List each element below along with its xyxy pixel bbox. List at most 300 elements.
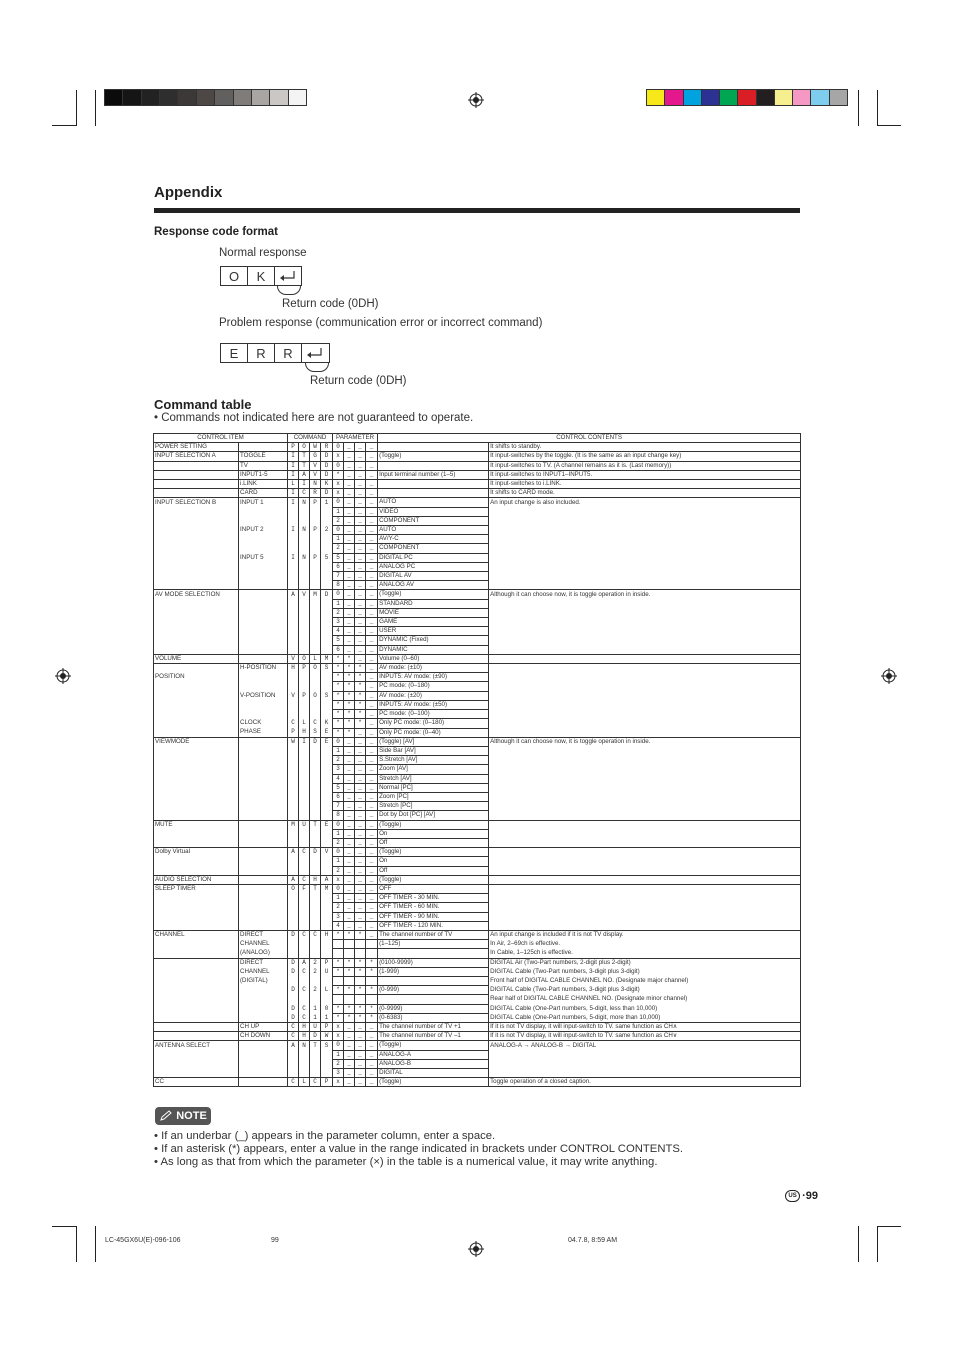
- cell-sub-item: INPUT 1: [239, 498, 288, 507]
- cell-parameter-char: _: [355, 599, 366, 608]
- cell-command-char: N: [299, 526, 310, 535]
- cell-control-item: [154, 1004, 239, 1013]
- cell-control-item: [154, 627, 239, 636]
- cell-parameter-char: *: [344, 710, 355, 719]
- calibration-swatch: [684, 90, 702, 105]
- cell-command-char: L: [310, 654, 321, 663]
- cell-parameter-char: _: [355, 903, 366, 912]
- calibration-swatch: [775, 90, 793, 105]
- cell-command-char: [321, 700, 333, 709]
- table-row: [154, 848, 801, 857]
- cell-parameter-char: x: [333, 875, 344, 884]
- cell-control-item: [154, 838, 239, 847]
- cell-parameter-desc: AV mode: (±10): [378, 664, 489, 673]
- cell-parameter-desc: AV/Y-C: [378, 535, 489, 544]
- cell-command-char: T: [310, 884, 321, 893]
- table-row: [154, 452, 801, 461]
- cell-parameter-char: _: [344, 912, 355, 921]
- cell-parameter-char: _: [344, 526, 355, 535]
- cell-parameter-char: *: [355, 673, 366, 682]
- crop-mark: [858, 90, 859, 126]
- cell-parameter-char: _: [344, 489, 355, 498]
- cell-control-item: [154, 700, 239, 709]
- cell-command-char: [299, 866, 310, 875]
- cell-sub-item: [239, 572, 288, 581]
- cell-command-char: [310, 894, 321, 903]
- cell-parameter-char: _: [355, 838, 366, 847]
- cell-command-char: [321, 599, 333, 608]
- cell-parameter-char: _: [344, 516, 355, 525]
- cell-parameter-char: _: [366, 618, 378, 627]
- cell-command-char: [288, 995, 299, 1004]
- cell-parameter-char: _: [355, 645, 366, 654]
- cell-command-char: [310, 682, 321, 691]
- cell-control-item: [154, 995, 239, 1004]
- cell-control-item: ANTENNA SELECT: [154, 1041, 239, 1050]
- cell-parameter-char: 4: [333, 627, 344, 636]
- cell-parameter-char: [344, 949, 355, 958]
- cell-command-char: I: [288, 526, 299, 535]
- cell-control-item: [154, 949, 239, 958]
- cell-parameter-char: _: [366, 792, 378, 801]
- cell-control-contents: [489, 792, 801, 801]
- table-row: [154, 654, 801, 663]
- cell-parameter-char: _: [355, 774, 366, 783]
- return-code-label: Return code (0DH): [282, 298, 379, 310]
- cell-command-char: [310, 562, 321, 571]
- cell-control-item: [154, 470, 239, 479]
- cell-command-char: M: [288, 820, 299, 829]
- cell-command-char: C: [288, 719, 299, 728]
- cell-control-item: [154, 480, 239, 489]
- cell-parameter-char: [333, 940, 344, 949]
- cell-parameter-char: _: [366, 700, 378, 709]
- table-row: [154, 958, 801, 967]
- calibration-swatch: [665, 90, 683, 105]
- cell-command-char: [321, 949, 333, 958]
- cell-parameter-char: 4: [333, 774, 344, 783]
- cell-control-contents: DIGITAL Cable (Two-Part numbers, 3-digit plus 3-digit): [489, 986, 801, 995]
- cell-parameter-char: _: [366, 783, 378, 792]
- cell-command-char: [299, 940, 310, 949]
- cell-parameter-char: _: [344, 461, 355, 470]
- page-number-value: ·99: [802, 1190, 818, 1202]
- cell-parameter-char: _: [355, 921, 366, 930]
- cell-control-contents: [489, 507, 801, 516]
- cell-control-contents: [489, 572, 801, 581]
- cell-parameter-char: *: [355, 719, 366, 728]
- cell-parameter-char: _: [366, 581, 378, 590]
- cell-parameter-char: _: [366, 765, 378, 774]
- cell-parameter-char: _: [366, 636, 378, 645]
- cell-command-char: D: [288, 1013, 299, 1022]
- normal-response-label: Normal response: [219, 247, 307, 259]
- cell-parameter-char: _: [344, 452, 355, 461]
- cell-command-char: V: [299, 590, 310, 599]
- cell-command-char: H: [310, 875, 321, 884]
- cell-sub-item: PHASE: [239, 728, 288, 737]
- cell-control-contents: [489, 1068, 801, 1077]
- cell-command-char: [299, 857, 310, 866]
- cell-sub-item: CHANNEL: [239, 967, 288, 976]
- cell-parameter-char: _: [366, 572, 378, 581]
- cell-control-contents: [489, 921, 801, 930]
- cell-parameter-char: _: [355, 848, 366, 857]
- cell-command-char: [288, 976, 299, 985]
- cell-parameter-char: 1: [333, 894, 344, 903]
- cell-command-char: [310, 599, 321, 608]
- crop-mark: [877, 1226, 878, 1262]
- cell-command-char: [288, 829, 299, 838]
- cell-parameter-char: _: [366, 875, 378, 884]
- cell-parameter-char: _: [366, 1050, 378, 1059]
- cell-parameter-desc: Side Bar [AV]: [378, 746, 489, 755]
- note-item: • If an underbar (_) appears in the parameter column, enter a space.: [154, 1130, 683, 1143]
- cell-command-char: U: [299, 820, 310, 829]
- cell-command-char: P: [310, 498, 321, 507]
- cell-parameter-char: _: [355, 562, 366, 571]
- cell-control-contents: [489, 903, 801, 912]
- cell-command-char: [310, 581, 321, 590]
- cell-command-char: [299, 636, 310, 645]
- cell-command-char: D: [288, 986, 299, 995]
- cell-parameter-char: _: [355, 489, 366, 498]
- cell-parameter-char: _: [344, 443, 355, 452]
- cell-command-char: T: [310, 1041, 321, 1050]
- cell-command-char: [288, 903, 299, 912]
- cell-command-char: [299, 811, 310, 820]
- cell-command-char: [299, 792, 310, 801]
- cell-command-char: 2: [310, 958, 321, 967]
- cell-parameter-char: _: [366, 682, 378, 691]
- calibration-swatch: [252, 90, 270, 105]
- cell-command-char: [299, 949, 310, 958]
- table-row: [154, 894, 801, 903]
- cell-sub-item: [239, 857, 288, 866]
- cell-control-contents: [489, 645, 801, 654]
- calibration-swatch: [830, 90, 847, 105]
- table-row: [154, 480, 801, 489]
- cell-command-char: D: [321, 452, 333, 461]
- cell-command-char: 2: [321, 526, 333, 535]
- cell-parameter-desc: Off: [378, 838, 489, 847]
- cell-sub-item: [239, 848, 288, 857]
- cell-control-item: [154, 976, 239, 985]
- cell-sub-item: [239, 645, 288, 654]
- cell-command-char: [288, 866, 299, 875]
- cell-control-item: [154, 544, 239, 553]
- cell-control-contents: It input-switches to TV. (A channel remains as it is. (Last memory)): [489, 461, 801, 470]
- cell-control-item: [154, 783, 239, 792]
- cell-command-char: I: [288, 553, 299, 562]
- cell-parameter-char: _: [344, 498, 355, 507]
- cell-command-char: [299, 903, 310, 912]
- cell-parameter-char: _: [366, 848, 378, 857]
- cell-command-char: T: [299, 452, 310, 461]
- cell-command-char: [288, 940, 299, 949]
- cell-control-contents: [489, 526, 801, 535]
- cell-parameter-char: 3: [333, 912, 344, 921]
- table-row: [154, 976, 801, 985]
- cell-parameter-char: *: [333, 930, 344, 939]
- cell-control-item: [154, 1032, 239, 1041]
- command-table: [153, 433, 801, 1087]
- crop-mark: [877, 1226, 901, 1227]
- cell-command-char: V: [310, 461, 321, 470]
- table-row: [154, 710, 801, 719]
- cell-command-char: 0: [321, 1004, 333, 1013]
- cell-command-char: [299, 894, 310, 903]
- calibration-swatch: [178, 90, 196, 105]
- cell-parameter-desc: ANALOG PC: [378, 562, 489, 571]
- cell-command-char: [310, 783, 321, 792]
- cell-parameter-char: [333, 976, 344, 985]
- header-parameter: PARAMETER: [333, 434, 378, 443]
- cell-command-char: [288, 627, 299, 636]
- cell-command-char: [299, 1068, 310, 1077]
- cell-sub-item: INPUT 5: [239, 553, 288, 562]
- table-row: [154, 921, 801, 930]
- cell-command-char: M: [310, 590, 321, 599]
- table-row: [154, 728, 801, 737]
- cell-command-char: [321, 866, 333, 875]
- cell-command-char: [321, 829, 333, 838]
- cell-command-char: [321, 645, 333, 654]
- cell-parameter-char: *: [344, 986, 355, 995]
- cell-parameter-char: 3: [333, 618, 344, 627]
- cell-parameter-desc: PC mode: (0–180): [378, 682, 489, 691]
- cell-parameter-desc: (Toggle): [378, 452, 489, 461]
- cell-command-char: [299, 507, 310, 516]
- cell-command-char: [288, 1050, 299, 1059]
- cell-control-contents: An input change is also included.: [489, 498, 801, 507]
- table-row: [154, 673, 801, 682]
- cell-parameter-char: _: [355, 820, 366, 829]
- cell-parameter-char: *: [366, 958, 378, 967]
- table-row: [154, 1004, 801, 1013]
- cell-parameter-char: *: [344, 930, 355, 939]
- cell-control-item: [154, 526, 239, 535]
- cell-parameter-char: _: [366, 1041, 378, 1050]
- cell-parameter-char: _: [366, 480, 378, 489]
- cell-control-contents: If it is not TV display, it will input-switch to TV. same function as CH∧: [489, 1022, 801, 1031]
- cell-control-item: [154, 645, 239, 654]
- cell-sub-item: [239, 507, 288, 516]
- cell-parameter-char: _: [366, 811, 378, 820]
- cell-parameter-char: _: [355, 1041, 366, 1050]
- cell-command-char: [310, 940, 321, 949]
- table-row: [154, 489, 801, 498]
- table-row: [154, 995, 801, 1004]
- cell-command-char: P: [310, 526, 321, 535]
- cell-command-char: 1: [310, 1004, 321, 1013]
- cell-parameter-char: _: [355, 572, 366, 581]
- cell-control-contents: Toggle operation of a closed caption.: [489, 1078, 801, 1087]
- cell-command-char: [310, 802, 321, 811]
- cell-command-char: [321, 912, 333, 921]
- cell-command-char: H: [299, 728, 310, 737]
- cell-parameter-char: _: [366, 737, 378, 746]
- cell-sub-item: [239, 1078, 288, 1087]
- cell-parameter-char: _: [366, 866, 378, 875]
- crop-mark: [95, 1226, 96, 1262]
- cell-parameter-char: _: [366, 838, 378, 847]
- cell-sub-item: [239, 535, 288, 544]
- cell-command-char: O: [310, 691, 321, 700]
- cell-control-contents: [489, 700, 801, 709]
- cell-control-item: [154, 562, 239, 571]
- cell-sub-item: [239, 866, 288, 875]
- cell-parameter-char: *: [333, 654, 344, 663]
- cell-command-char: P: [299, 664, 310, 673]
- cell-command-char: S: [310, 728, 321, 737]
- cell-parameter-char: _: [344, 829, 355, 838]
- table-row: [154, 691, 801, 700]
- note-list: [154, 1130, 683, 1169]
- cell-parameter-desc: Input terminal number (1–5): [378, 470, 489, 479]
- cell-command-char: N: [299, 553, 310, 562]
- cell-parameter-char: 4: [333, 921, 344, 930]
- cell-command-char: C: [299, 967, 310, 976]
- cell-command-char: [288, 949, 299, 958]
- cell-sub-item: V-POSITION: [239, 691, 288, 700]
- cell-parameter-char: 1: [333, 746, 344, 755]
- cell-sub-item: [239, 516, 288, 525]
- cell-parameter-char: [366, 940, 378, 949]
- table-row: [154, 553, 801, 562]
- table-row: [154, 986, 801, 995]
- cell-parameter-char: _: [355, 535, 366, 544]
- footer-page: 99: [271, 1237, 279, 1244]
- cell-parameter-char: *: [344, 654, 355, 663]
- cell-parameter-char: _: [366, 489, 378, 498]
- cell-parameter-char: _: [344, 903, 355, 912]
- cell-parameter-char: *: [333, 967, 344, 976]
- cell-parameter-char: 0: [333, 884, 344, 893]
- cell-parameter-char: [344, 995, 355, 1004]
- cell-parameter-desc: Zoom [PC]: [378, 792, 489, 801]
- cell-parameter-char: [333, 995, 344, 1004]
- cell-sub-item: TOGGLE: [239, 452, 288, 461]
- cell-parameter-char: _: [366, 857, 378, 866]
- cell-parameter-char: 1: [333, 599, 344, 608]
- cell-sub-item: [239, 783, 288, 792]
- cell-command-char: [321, 627, 333, 636]
- cell-command-char: D: [310, 1032, 321, 1041]
- table-row: [154, 792, 801, 801]
- cell-parameter-char: _: [344, 636, 355, 645]
- cell-parameter-char: 1: [333, 857, 344, 866]
- cell-parameter-char: _: [344, 884, 355, 893]
- cell-parameter-char: _: [344, 875, 355, 884]
- cell-command-char: A: [321, 875, 333, 884]
- cell-sub-item: [239, 820, 288, 829]
- cell-control-item: INPUT SELECTION B: [154, 498, 239, 507]
- cell-sub-item: [239, 581, 288, 590]
- table-row: [154, 829, 801, 838]
- cell-command-char: [321, 792, 333, 801]
- cell-command-char: [288, 783, 299, 792]
- cell-parameter-char: 2: [333, 544, 344, 553]
- cell-parameter-char: [366, 995, 378, 1004]
- calibration-swatch: [738, 90, 756, 105]
- cell-command-char: [321, 802, 333, 811]
- cell-command-char: [299, 976, 310, 985]
- cell-sub-item: [239, 829, 288, 838]
- cell-sub-item: CLOCK: [239, 719, 288, 728]
- cell-command-char: [321, 995, 333, 1004]
- cell-command-char: [310, 627, 321, 636]
- cell-parameter-desc: DYNAMIC: [378, 645, 489, 654]
- cell-parameter-char: _: [355, 553, 366, 562]
- table-row: [154, 857, 801, 866]
- cell-control-item: [154, 618, 239, 627]
- calibration-swatch: [215, 90, 233, 105]
- cell-parameter-char: _: [344, 783, 355, 792]
- cell-command-char: P: [321, 1078, 333, 1087]
- cell-command-char: D: [288, 1004, 299, 1013]
- table-row: [154, 912, 801, 921]
- cell-parameter-char: _: [366, 1059, 378, 1068]
- cell-parameter-desc: (Toggle): [378, 820, 489, 829]
- cell-command-char: S: [321, 664, 333, 673]
- cell-parameter-char: _: [355, 526, 366, 535]
- cell-command-char: [288, 645, 299, 654]
- cell-control-contents: [489, 664, 801, 673]
- cell-parameter-desc: Only PC mode: (0–180): [378, 719, 489, 728]
- cell-control-item: POWER SETTING: [154, 443, 239, 452]
- cell-control-contents: [489, 783, 801, 792]
- cell-parameter-char: *: [344, 967, 355, 976]
- cell-parameter-char: _: [344, 1022, 355, 1031]
- cell-command-char: I: [299, 480, 310, 489]
- cell-command-char: E: [321, 820, 333, 829]
- cell-parameter-char: 1: [333, 535, 344, 544]
- cell-parameter-char: _: [366, 645, 378, 654]
- cell-command-char: [288, 1068, 299, 1077]
- cell-control-contents: [489, 1050, 801, 1059]
- header-control-contents: CONTROL CONTENTS: [378, 434, 801, 443]
- cell-parameter-char: *: [344, 664, 355, 673]
- cell-parameter-char: _: [366, 894, 378, 903]
- cell-sub-item: [239, 1068, 288, 1077]
- cell-command-char: [321, 572, 333, 581]
- cell-parameter-char: _: [355, 443, 366, 452]
- cell-parameter-char: _: [355, 618, 366, 627]
- cell-control-contents: DIGITAL Cable (Two-Part numbers, 3-digit plus 3-digit): [489, 967, 801, 976]
- cell-command-char: [288, 857, 299, 866]
- cell-sub-item: [239, 884, 288, 893]
- cell-command-char: [321, 774, 333, 783]
- table-row: [154, 875, 801, 884]
- cell-parameter-char: _: [344, 553, 355, 562]
- cell-parameter-char: _: [344, 627, 355, 636]
- cell-control-item: [154, 507, 239, 516]
- cell-parameter-desc: [378, 949, 489, 958]
- cell-control-contents: [489, 599, 801, 608]
- crop-mark: [95, 90, 96, 126]
- cell-command-char: [310, 912, 321, 921]
- cell-control-contents: [489, 710, 801, 719]
- cell-command-char: I: [299, 737, 310, 746]
- cell-parameter-char: _: [366, 728, 378, 737]
- cell-parameter-desc: The channel number of TV +1: [378, 1022, 489, 1031]
- cell-command-char: D: [288, 967, 299, 976]
- cell-control-item: [154, 489, 239, 498]
- cell-parameter-char: *: [344, 682, 355, 691]
- cell-command-char: [299, 562, 310, 571]
- cell-parameter-char: _: [344, 599, 355, 608]
